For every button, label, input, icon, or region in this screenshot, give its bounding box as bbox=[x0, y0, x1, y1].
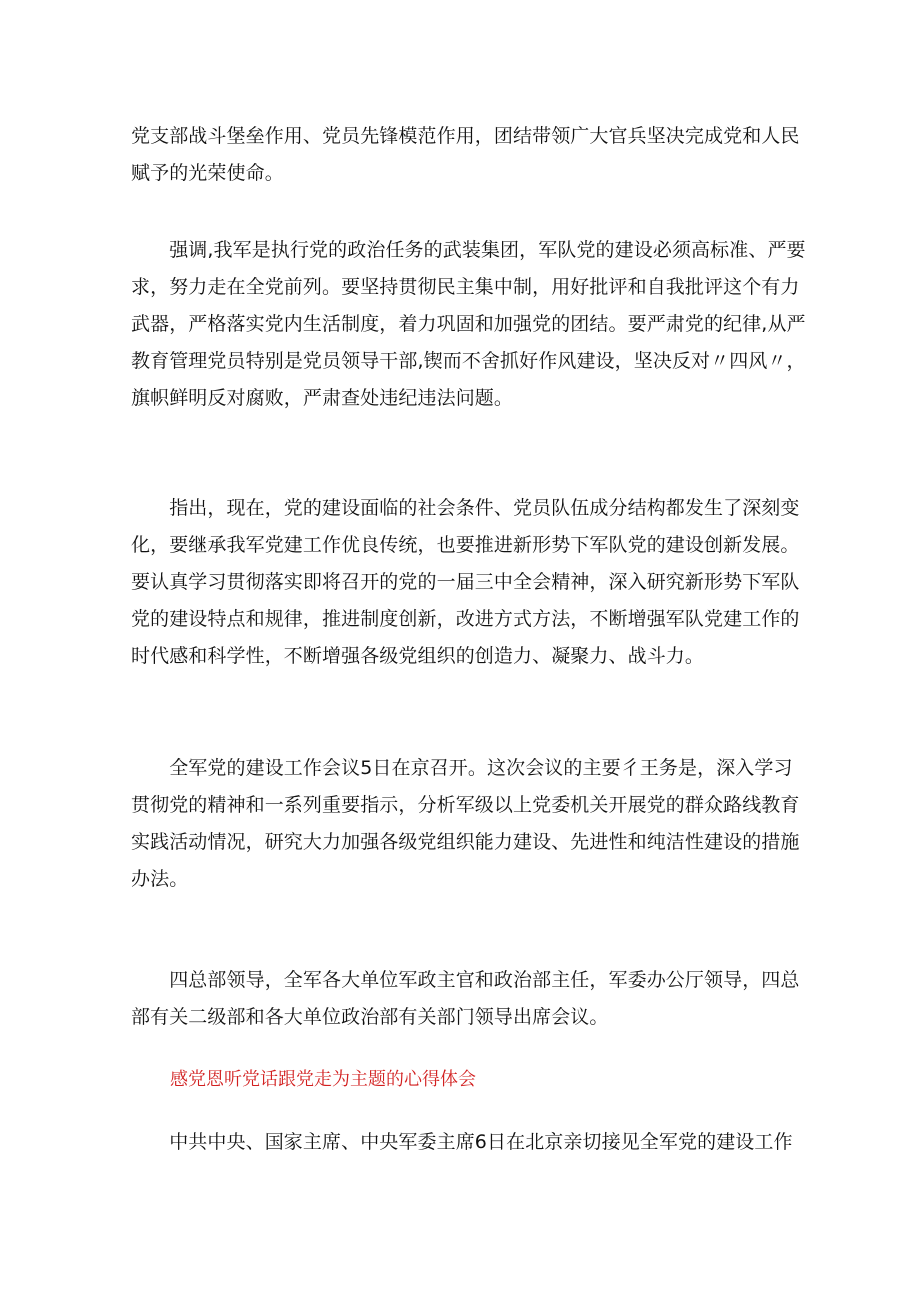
paragraph-5 bbox=[131, 962, 800, 1036]
section-heading: 感党恩听党话跟党走为主题的心得体会 bbox=[170, 1069, 476, 1090]
paragraph-line: 赋予的光荣使命。 bbox=[131, 162, 284, 184]
paragraph-line: 时代感和科学性，不断增强各级党组织的创造力、凝聚力、战斗力。 bbox=[131, 645, 705, 667]
paragraph-line: 党支部战斗堡垒作用、党员先锋模范作用，团结带领广大官兵坚决完成党和人民 bbox=[131, 125, 800, 147]
paragraph-line: 武器，严格落实党内生活制度，着力巩固和加强党的团结。要严肃党的纪律,从严 bbox=[131, 313, 806, 335]
paragraph-line: 实践活动情况，研究大力加强各级党组织能力建设、先进性和纯洁性建设的措施 bbox=[131, 831, 800, 853]
paragraph-line: 贯彻党的精神和一系列重要指示，分析军级以上党委机关开展党的群众路线教育 bbox=[131, 794, 800, 816]
paragraph-2 bbox=[131, 232, 806, 417]
paragraph-line: 强调,我军是执行党的政治任务的武装集团，军队党的建设必须高标准、严要 bbox=[131, 239, 806, 261]
paragraph-3 bbox=[131, 490, 800, 675]
paragraph-line: 全军党的建设工作会议5日在京召开。这次会议的主要彳王务是，深入学习 bbox=[131, 757, 793, 779]
paragraph-line: 教育管理党员特别是党员领导干部,锲而不舍抓好作风建设，坚决反对〃四风〃， bbox=[131, 350, 806, 372]
paragraph-line: 旗帜鲜明反对腐败，严肃查处违纪违法问题。 bbox=[131, 387, 514, 409]
paragraph-line: 求，努力走在全党前列。要坚持贯彻民主集中制，用好批评和自我批评这个有力 bbox=[131, 276, 800, 298]
paragraph-line: 办法。 bbox=[131, 868, 189, 890]
paragraph-line: 党的建设特点和规律，推进制度创新，改进方式方法，不断增强军队党建工作的 bbox=[131, 608, 800, 630]
paragraph-4 bbox=[131, 750, 800, 898]
paragraph-line: 指出，现在，党的建设面临的社会条件、党员队伍成分结构都发生了深刻变 bbox=[131, 497, 800, 519]
paragraph-1 bbox=[131, 118, 800, 192]
paragraph-line: 化，要继承我军党建工作优良传统，也要推进新形势下军队党的建设创新发展。 bbox=[131, 534, 800, 556]
paragraph-line: 四总部领导，全军各大单位军政主官和政治部主任，军委办公厅领导，四总 bbox=[131, 969, 800, 991]
paragraph-6 bbox=[131, 1124, 791, 1161]
paragraph-line: 部有关二级部和各大单位政治部有关部门领导出席会议。 bbox=[131, 1006, 609, 1028]
paragraph-line: 要认真学习贯彻落实即将召开的党的一届三中全会精神，深入研究新形势下军队 bbox=[131, 571, 800, 593]
paragraph-line: 中共中央、国家主席、中央军委主席6日在北京亲切接见全军党的建设工作 bbox=[131, 1131, 793, 1153]
